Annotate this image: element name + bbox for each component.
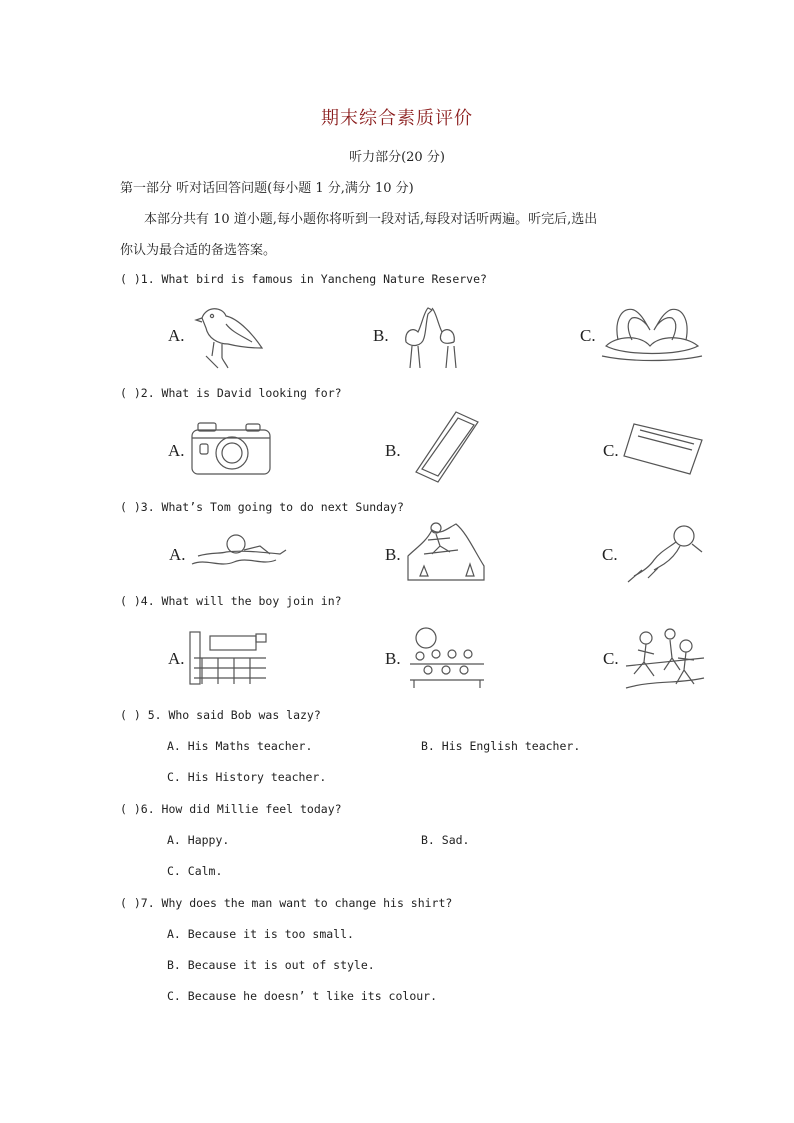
sparrow-icon [192, 298, 264, 370]
q4-option-a-letter: A. [168, 649, 185, 668]
instruction-line-1: 本部分共有 10 道小题,每小题你将听到一段对话,每段对话听两遍。听完后,选出 [144, 212, 598, 227]
students-icon [406, 624, 488, 690]
question-2: ( )2. What is David looking for? [120, 386, 342, 400]
q2-option-c-letter: C. [603, 441, 619, 460]
instruction-line-2: 你认为最合适的备选答案。 [120, 243, 277, 258]
page-subtitle: 听力部分(20 分) [349, 150, 445, 165]
q7-option-b: B. Because it is out of style. [167, 958, 375, 972]
question-5: ( ) 5. Who said Bob was lazy? [120, 708, 321, 722]
page-title: 期末综合素质评价 [321, 108, 473, 129]
q5-option-a: A. His Maths teacher. [167, 739, 313, 753]
q7-option-a: A. Because it is too small. [167, 927, 354, 941]
classroom-icon [188, 630, 270, 684]
q1-option-c-letter: C. [580, 326, 596, 345]
snowboarding-icon [406, 520, 486, 582]
q3-option-a-letter: A. [169, 545, 186, 564]
cranes-icon [394, 302, 466, 372]
question-1: ( )1. What bird is famous in Yancheng Nature Reserve? [120, 272, 487, 286]
swans-icon [600, 300, 704, 362]
swimming-icon [190, 530, 290, 574]
towel-icon [622, 422, 704, 476]
q6-option-c: C. Calm. [167, 864, 223, 878]
question-3: ( )3. What’s Tom going to do next Sunday? [120, 500, 404, 514]
q6-option-b: B. Sad. [421, 833, 470, 847]
q4-option-c-letter: C. [603, 649, 619, 668]
phone-icon [412, 410, 482, 484]
q2-option-a-letter: A. [168, 441, 185, 460]
skating-icon [624, 522, 706, 584]
q7-option-c: C. Because he doesn’ t like its colour. [167, 989, 438, 1003]
q6-option-a: A. Happy. [167, 833, 230, 847]
section-heading: 第一部分 听对话回答问题(每小题 1 分,满分 10 分) [120, 181, 414, 196]
camera-icon [190, 420, 272, 476]
q5-option-c: C. His History teacher. [167, 770, 327, 784]
question-4: ( )4. What will the boy join in? [120, 594, 342, 608]
question-7: ( )7. Why does the man want to change his shirt? [120, 896, 453, 910]
q5-option-b: B. His English teacher. [421, 739, 581, 753]
q1-option-b-letter: B. [373, 326, 389, 345]
running-race-icon [624, 626, 706, 690]
q4-option-b-letter: B. [385, 649, 401, 668]
question-6: ( )6. How did Millie feel today? [120, 802, 342, 816]
q2-option-b-letter: B. [385, 441, 401, 460]
q3-option-b-letter: B. [385, 545, 401, 564]
q1-option-a-letter: A. [168, 326, 185, 345]
q3-option-c-letter: C. [602, 545, 618, 564]
